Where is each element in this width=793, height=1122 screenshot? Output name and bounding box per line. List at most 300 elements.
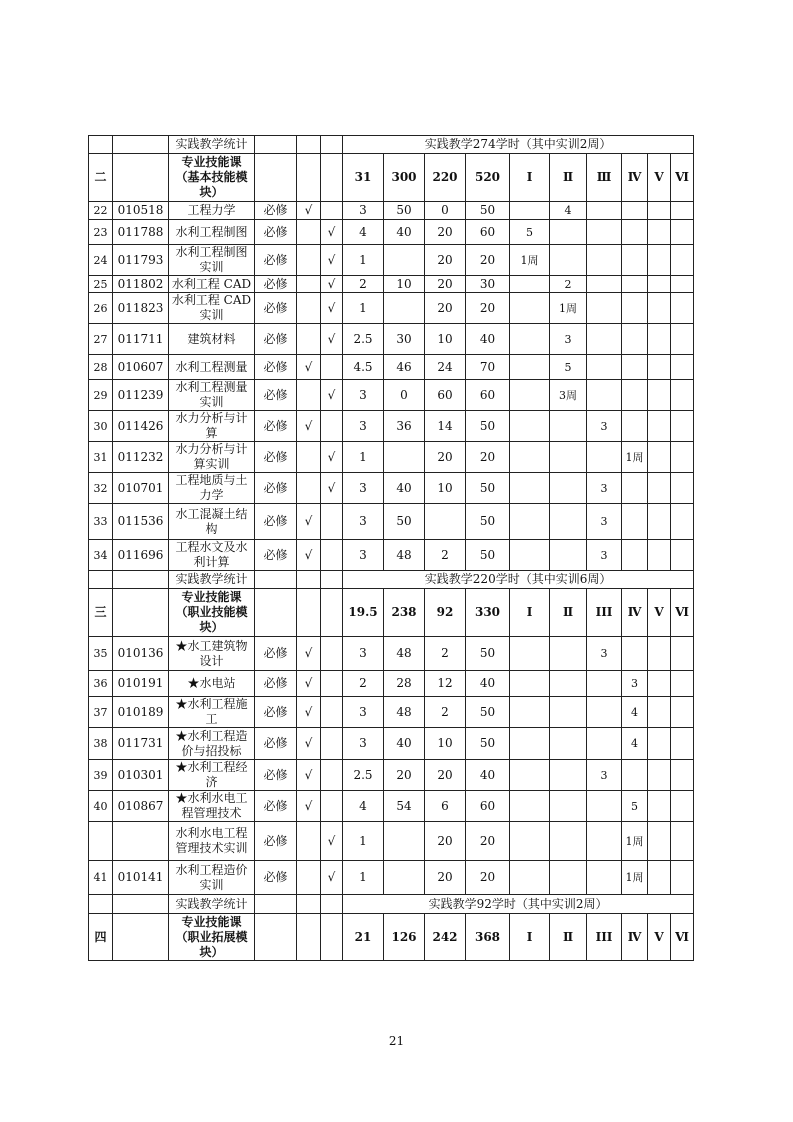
check-mark: √ (321, 473, 343, 504)
semester-s2-hours (550, 728, 587, 760)
course-practice: 60 (466, 791, 510, 822)
table-row (89, 637, 694, 671)
summary-label: 实践教学统计 (169, 571, 255, 589)
exam-mark: √ (297, 671, 321, 697)
course-theory: 14 (425, 411, 466, 442)
course-code: 011731 (113, 728, 169, 760)
course-code: 011793 (113, 245, 169, 276)
empty-cell (255, 589, 297, 637)
course-number: 30 (89, 411, 113, 442)
semester-s6-header: Ⅵ (671, 154, 694, 202)
course-total: 40 (384, 473, 425, 504)
course-theory: 20 (425, 220, 466, 245)
table-row (89, 324, 694, 355)
semester-s5-hours (648, 728, 671, 760)
course-theory: 20 (425, 276, 466, 293)
empty-cell (297, 571, 321, 589)
semester-s3-hours (587, 861, 622, 895)
semester-s2-hours (550, 411, 587, 442)
semester-s6-header: Ⅵ (671, 914, 694, 961)
course-theory: 10 (425, 324, 466, 355)
empty-cell (255, 136, 297, 154)
course-code: 011426 (113, 411, 169, 442)
course-code: 011239 (113, 380, 169, 411)
semester-s3-hours (587, 380, 622, 411)
course-type: 必修 (255, 473, 297, 504)
course-total: 20 (384, 760, 425, 791)
module-credits: 19.5 (343, 589, 384, 637)
course-practice: 40 (466, 760, 510, 791)
course-credits: 4 (343, 220, 384, 245)
semester-s6-hours (671, 220, 694, 245)
check-mark (321, 411, 343, 442)
course-theory: 6 (425, 791, 466, 822)
summary-label: 实践教学统计 (169, 895, 255, 914)
module-number: 三 (89, 589, 113, 637)
semester-s1-hours (510, 697, 550, 728)
course-credits: 3 (343, 637, 384, 671)
table-row (89, 355, 694, 380)
semester-s3-hours (587, 245, 622, 276)
course-theory: 20 (425, 245, 466, 276)
semester-s2-hours: 2 (550, 276, 587, 293)
empty-cell (89, 136, 113, 154)
semester-s6-header: Ⅵ (671, 589, 694, 637)
course-theory: 10 (425, 728, 466, 760)
course-name: 水利工程制图实训 (169, 245, 255, 276)
semester-s1-hours (510, 380, 550, 411)
course-credits: 2.5 (343, 760, 384, 791)
course-credits: 3 (343, 540, 384, 571)
empty-cell (113, 589, 169, 637)
course-total: 54 (384, 791, 425, 822)
course-type: 必修 (255, 728, 297, 760)
course-type: 必修 (255, 355, 297, 380)
semester-s2-hours: 4 (550, 202, 587, 220)
course-practice: 50 (466, 697, 510, 728)
summary-row (89, 136, 694, 154)
semester-s6-hours (671, 760, 694, 791)
exam-mark (297, 245, 321, 276)
semester-s6-hours (671, 245, 694, 276)
module-header-row (89, 589, 694, 637)
module-number: 二 (89, 154, 113, 202)
semester-s3-hours (587, 822, 622, 861)
course-practice: 50 (466, 540, 510, 571)
course-name: 水利工程制图 (169, 220, 255, 245)
course-type: 必修 (255, 504, 297, 540)
course-name: 工程地质与土力学 (169, 473, 255, 504)
course-number: 35 (89, 637, 113, 671)
table-row (89, 442, 694, 473)
semester-s2-hours (550, 671, 587, 697)
semester-s5-hours (648, 245, 671, 276)
semester-s4-hours (622, 473, 648, 504)
course-code: 011788 (113, 220, 169, 245)
course-practice: 50 (466, 202, 510, 220)
semester-s4-hours (622, 637, 648, 671)
course-credits: 3 (343, 380, 384, 411)
course-total: 0 (384, 380, 425, 411)
course-credits: 2 (343, 276, 384, 293)
semester-s6-hours (671, 293, 694, 324)
semester-s4-hours: 5 (622, 791, 648, 822)
empty-cell (297, 914, 321, 961)
course-theory: 0 (425, 202, 466, 220)
course-code: 010701 (113, 473, 169, 504)
course-code: 010607 (113, 355, 169, 380)
course-credits: 4 (343, 791, 384, 822)
course-practice: 30 (466, 276, 510, 293)
table-row (89, 671, 694, 697)
course-number: 39 (89, 760, 113, 791)
semester-s2-hours (550, 822, 587, 861)
semester-s5-hours (648, 276, 671, 293)
course-type: 必修 (255, 276, 297, 293)
exam-mark: √ (297, 355, 321, 380)
course-type: 必修 (255, 861, 297, 895)
course-theory: 2 (425, 697, 466, 728)
semester-s5-header: Ⅴ (648, 589, 671, 637)
check-mark (321, 760, 343, 791)
summary-text: 实践教学92学时（其中实训2周） (343, 895, 694, 914)
course-type: 必修 (255, 540, 297, 571)
course-name: ★水电站 (169, 671, 255, 697)
course-total: 46 (384, 355, 425, 380)
course-name: ★水利工程经济 (169, 760, 255, 791)
course-credits: 3 (343, 728, 384, 760)
course-theory: 20 (425, 760, 466, 791)
semester-s5-hours (648, 637, 671, 671)
table-row (89, 728, 694, 760)
curriculum-table-body (89, 136, 694, 961)
semester-s3-hours (587, 791, 622, 822)
course-practice: 20 (466, 861, 510, 895)
course-credits: 1 (343, 293, 384, 324)
exam-mark: √ (297, 760, 321, 791)
semester-s6-hours (671, 324, 694, 355)
semester-s6-hours (671, 861, 694, 895)
exam-mark: √ (297, 637, 321, 671)
module-total: 126 (384, 914, 425, 961)
module-total: 300 (384, 154, 425, 202)
course-number: 34 (89, 540, 113, 571)
semester-s3-hours (587, 442, 622, 473)
semester-s5-header: Ⅴ (648, 154, 671, 202)
course-number: 41 (89, 861, 113, 895)
exam-mark: √ (297, 791, 321, 822)
check-mark: √ (321, 822, 343, 861)
course-practice: 50 (466, 473, 510, 504)
course-code: 011696 (113, 540, 169, 571)
course-credits: 3 (343, 504, 384, 540)
semester-s4-hours: 1周 (622, 822, 648, 861)
semester-s3-header: III (587, 914, 622, 961)
course-theory: 2 (425, 540, 466, 571)
course-name: ★水利水电工程管理技术 (169, 791, 255, 822)
empty-cell (113, 136, 169, 154)
course-number: 40 (89, 791, 113, 822)
semester-s5-hours (648, 355, 671, 380)
semester-s2-hours: 5 (550, 355, 587, 380)
semester-s4-header: Ⅳ (622, 914, 648, 961)
semester-s1-hours (510, 411, 550, 442)
course-type: 必修 (255, 822, 297, 861)
course-number: 24 (89, 245, 113, 276)
semester-s6-hours (671, 380, 694, 411)
course-total (384, 245, 425, 276)
check-mark (321, 355, 343, 380)
semester-s3-hours: 3 (587, 637, 622, 671)
exam-mark (297, 220, 321, 245)
course-name: 水利水电工程管理技术实训 (169, 822, 255, 861)
course-type: 必修 (255, 220, 297, 245)
course-name: 水工混凝土结构 (169, 504, 255, 540)
empty-cell (113, 571, 169, 589)
semester-s4-header: Ⅳ (622, 154, 648, 202)
check-mark: √ (321, 324, 343, 355)
semester-s4-hours (622, 540, 648, 571)
semester-s4-hours: 1周 (622, 442, 648, 473)
semester-s2-hours: 3 (550, 324, 587, 355)
course-practice: 20 (466, 293, 510, 324)
course-practice: 60 (466, 380, 510, 411)
semester-s4-hours (622, 380, 648, 411)
semester-s2-hours (550, 637, 587, 671)
course-practice: 20 (466, 442, 510, 473)
module-theory: 242 (425, 914, 466, 961)
course-practice: 50 (466, 504, 510, 540)
check-mark: √ (321, 220, 343, 245)
semester-s5-hours (648, 822, 671, 861)
course-practice: 20 (466, 822, 510, 861)
semester-s2-hours (550, 540, 587, 571)
course-type: 必修 (255, 324, 297, 355)
check-mark (321, 540, 343, 571)
page-number: 21 (388, 1034, 405, 1048)
semester-s4-hours (622, 202, 648, 220)
exam-mark (297, 442, 321, 473)
check-mark (321, 504, 343, 540)
course-number (89, 822, 113, 861)
semester-s6-hours (671, 473, 694, 504)
semester-s3-hours (587, 671, 622, 697)
module-total: 238 (384, 589, 425, 637)
table-row (89, 822, 694, 861)
course-type: 必修 (255, 697, 297, 728)
summary-row (89, 571, 694, 589)
course-theory: 10 (425, 473, 466, 504)
semester-s2-hours (550, 504, 587, 540)
semester-s1-hours (510, 442, 550, 473)
table-row (89, 861, 694, 895)
semester-s1-header: Ⅰ (510, 914, 550, 961)
course-theory: 20 (425, 822, 466, 861)
module-header-row (89, 154, 694, 202)
semester-s2-header: Ⅱ (550, 589, 587, 637)
course-total: 28 (384, 671, 425, 697)
semester-s6-hours (671, 728, 694, 760)
course-code: 010141 (113, 861, 169, 895)
table-row (89, 697, 694, 728)
course-number: 29 (89, 380, 113, 411)
semester-s1-hours (510, 791, 550, 822)
semester-s5-hours (648, 791, 671, 822)
semester-s1-hours (510, 861, 550, 895)
table-row (89, 760, 694, 791)
table-row (89, 380, 694, 411)
table-row (89, 220, 694, 245)
semester-s4-hours: 3 (622, 671, 648, 697)
module-theory: 220 (425, 154, 466, 202)
semester-s3-hours (587, 324, 622, 355)
course-type: 必修 (255, 760, 297, 791)
module-title: 专业技能课（基本技能模块） (169, 154, 255, 202)
course-name: 水利工程造价实训 (169, 861, 255, 895)
course-number: 36 (89, 671, 113, 697)
semester-s1-header: Ⅰ (510, 154, 550, 202)
semester-s3-hours: 3 (587, 473, 622, 504)
semester-s3-hours (587, 220, 622, 245)
table-row (89, 276, 694, 293)
check-mark (321, 202, 343, 220)
check-mark: √ (321, 380, 343, 411)
course-code: 010191 (113, 671, 169, 697)
table-row (89, 791, 694, 822)
semester-s3-hours (587, 202, 622, 220)
course-theory: 2 (425, 637, 466, 671)
course-credits: 2.5 (343, 324, 384, 355)
empty-cell (321, 154, 343, 202)
course-credits: 1 (343, 861, 384, 895)
course-code: 010518 (113, 202, 169, 220)
semester-s6-hours (671, 822, 694, 861)
empty-cell (297, 154, 321, 202)
table-row (89, 245, 694, 276)
course-number: 23 (89, 220, 113, 245)
course-name: 水利工程测量 (169, 355, 255, 380)
semester-s5-hours (648, 411, 671, 442)
exam-mark: √ (297, 540, 321, 571)
semester-s1-hours (510, 540, 550, 571)
semester-s2-hours (550, 473, 587, 504)
exam-mark (297, 822, 321, 861)
semester-s2-hours (550, 861, 587, 895)
course-total (384, 861, 425, 895)
semester-s5-hours (648, 504, 671, 540)
course-theory: 24 (425, 355, 466, 380)
course-name: 水利工程 CAD 实训 (169, 293, 255, 324)
curriculum-table (88, 135, 694, 961)
module-theory: 92 (425, 589, 466, 637)
course-credits: 1 (343, 822, 384, 861)
module-title: 专业技能课（职业技能模块） (169, 589, 255, 637)
module-practice: 520 (466, 154, 510, 202)
semester-s6-hours (671, 791, 694, 822)
course-practice: 50 (466, 411, 510, 442)
course-type: 必修 (255, 637, 297, 671)
semester-s4-hours (622, 293, 648, 324)
semester-s3-header: III (587, 589, 622, 637)
semester-s4-hours: 4 (622, 728, 648, 760)
course-name: 水利工程测量实训 (169, 380, 255, 411)
course-number: 26 (89, 293, 113, 324)
empty-cell (113, 895, 169, 914)
exam-mark (297, 324, 321, 355)
semester-s1-hours: 1周 (510, 245, 550, 276)
semester-s1-hours (510, 276, 550, 293)
empty-cell (113, 914, 169, 961)
exam-mark: √ (297, 504, 321, 540)
semester-s2-header: Ⅱ (550, 154, 587, 202)
check-mark: √ (321, 442, 343, 473)
semester-s4-hours (622, 355, 648, 380)
exam-mark (297, 380, 321, 411)
empty-cell (297, 895, 321, 914)
course-name: 建筑材料 (169, 324, 255, 355)
course-type: 必修 (255, 293, 297, 324)
course-name: 工程力学 (169, 202, 255, 220)
semester-s5-hours (648, 220, 671, 245)
course-theory: 12 (425, 671, 466, 697)
semester-s2-hours (550, 760, 587, 791)
course-code: 010189 (113, 697, 169, 728)
empty-cell (255, 895, 297, 914)
semester-s4-hours (622, 220, 648, 245)
semester-s5-hours (648, 293, 671, 324)
course-number: 37 (89, 697, 113, 728)
check-mark (321, 637, 343, 671)
check-mark: √ (321, 293, 343, 324)
course-number: 22 (89, 202, 113, 220)
exam-mark (297, 276, 321, 293)
semester-s1-hours (510, 504, 550, 540)
semester-s3-hours (587, 293, 622, 324)
semester-s4-hours (622, 411, 648, 442)
semester-s1-hours (510, 355, 550, 380)
semester-s5-hours (648, 671, 671, 697)
semester-s6-hours (671, 540, 694, 571)
semester-s1-hours: 5 (510, 220, 550, 245)
course-practice: 20 (466, 245, 510, 276)
semester-s2-hours (550, 791, 587, 822)
course-theory: 60 (425, 380, 466, 411)
course-name: ★水利工程造价与招投标 (169, 728, 255, 760)
semester-s4-hours (622, 324, 648, 355)
semester-s5-hours (648, 760, 671, 791)
course-credits: 3 (343, 202, 384, 220)
semester-s5-hours (648, 861, 671, 895)
course-practice: 50 (466, 728, 510, 760)
empty-cell (321, 571, 343, 589)
course-total: 36 (384, 411, 425, 442)
summary-text: 实践教学220学时（其中实训6周） (343, 571, 694, 589)
semester-s5-hours (648, 540, 671, 571)
course-theory (425, 504, 466, 540)
semester-s1-hours (510, 293, 550, 324)
course-total: 48 (384, 637, 425, 671)
empty-cell (321, 136, 343, 154)
semester-s6-hours (671, 504, 694, 540)
semester-s2-header: Ⅱ (550, 914, 587, 961)
table-row (89, 540, 694, 571)
course-total: 30 (384, 324, 425, 355)
course-total: 40 (384, 220, 425, 245)
semester-s1-hours (510, 202, 550, 220)
semester-s4-hours (622, 245, 648, 276)
module-title: 专业技能课（职业拓展模块） (169, 914, 255, 961)
empty-cell (321, 914, 343, 961)
